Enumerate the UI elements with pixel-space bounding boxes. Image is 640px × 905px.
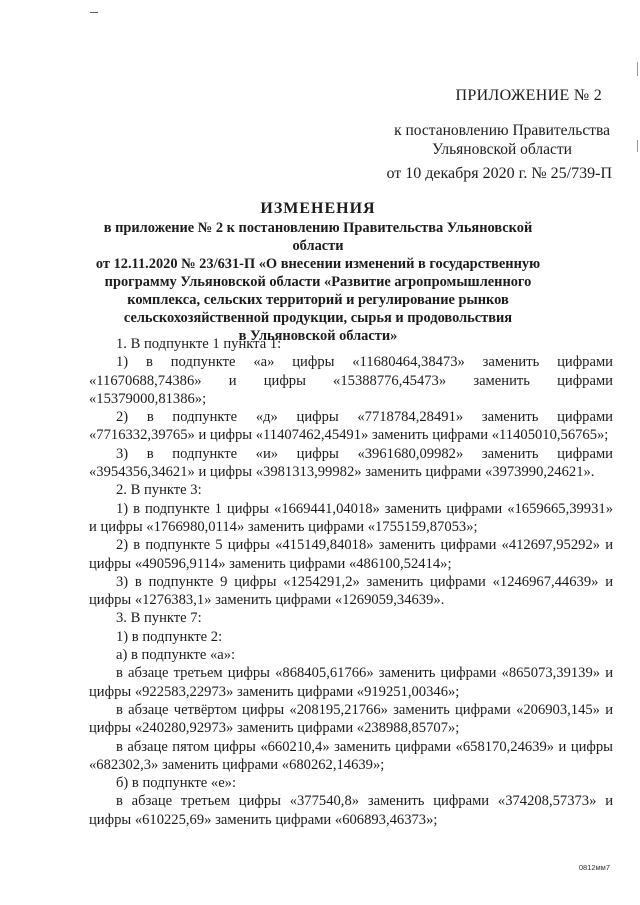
footer-code: 0812мм7 [578,863,610,872]
paragraph: а) в подпункте «а»: [116,647,236,664]
document-body [89,335,613,829]
document-title [78,199,558,345]
scan-edge-mark [637,140,638,152]
title-line: в приложение № 2 к постановлению Правительства Ульяновской области [103,220,533,254]
paragraph: в абзаце третьем цифры «868405,61766» заменить цифрами «865073,39139» и цифры «922583,22973» заменить цифрами «919251,00346»; [89,665,613,700]
paragraph: 3) в подпункте «и» цифры «3961680,09982» заменить цифрами «3954356,34621» и цифры «3981313,99982» заменить цифрами «3973990,24621». [89,445,613,481]
title-line: комплекса, сельских территорий и регулирование рынков [127,292,509,308]
scan-edge-mark [637,62,638,76]
scan-mark [90,12,98,13]
paragraph: в абзаце третьем цифры «377540,8» заменить цифрами «374208,57373» и цифры «610225,69» заменить цифрами «606893,46373»; [89,793,613,828]
title-line: от 12.11.2020 № 23/631-П «О внесении изменений в государственную [95,256,541,272]
basis-line: Ульяновской области [432,141,572,158]
paragraph: в абзаце пятом цифры «660210,4» заменить цифрами «658170,24639» и цифры «682302,3» заменить цифрами «680262,14639»; [89,738,613,773]
paragraph: 1) в подпункте 2: [116,628,223,645]
paragraph: 2) в подпункте 5 цифры «415149,84018» заменить цифрами «412697,95292» и цифры «490596,9114» заменить цифрами «486100,52414»; [89,537,613,572]
paragraph: б) в подпункте «е»: [116,775,237,792]
title-line: сельскохозяйственной продукции, сырья и продовольствия [123,310,513,326]
basis-line: к постановлению Правительства [394,122,610,139]
title-line: в Ульяновской области» [238,328,398,344]
title-line: программу Ульяновской области «Развитие агропромышленного [104,274,532,290]
paragraph: в абзаце четвёртом цифры «208195,21766» заменить цифрами «206903,145» и цифры «240280,92973» заменить цифрами «238988,85707»; [89,701,613,737]
paragraph: 2. В пункте 3: [116,482,202,499]
paragraph: 3. В пункте 7: [116,610,202,627]
basis-block [394,121,610,159]
paragraph: 1. В подпункте 1 пункта 1: [116,336,282,352]
title-heading: ИЗМЕНЕНИЯ [260,200,376,217]
appendix-label: ПРИЛОЖЕНИЕ № 2 [455,87,602,104]
paragraph: 2) в подпункте «д» цифры «7718784,28491» заменить цифрами «7716332,39765» и цифры «11407462,45491» заменить цифрами «11405010,56765»; [89,409,613,444]
paragraph: 3) в подпункте 9 цифры «1254291,2» заменить цифрами «1246967,44639» и цифры «1276383,1» заменить цифрами «1269059,34639». [89,573,613,609]
paragraph: 1) в подпункте «а» цифры «11680464,38473» заменить цифрами «11670688,74386» и цифры «15388776,45473» заменить цифрами «15379000,81386»; [89,354,613,407]
paragraph: 1) в подпункте 1 цифры «1669441,04018» заменить цифрами «1659665,39931» и цифры «1766980,0114» заменить цифрами «1755159,87053»; [89,500,613,535]
date-line: от 10 декабря 2020 г. № 25/739-П [386,165,612,182]
